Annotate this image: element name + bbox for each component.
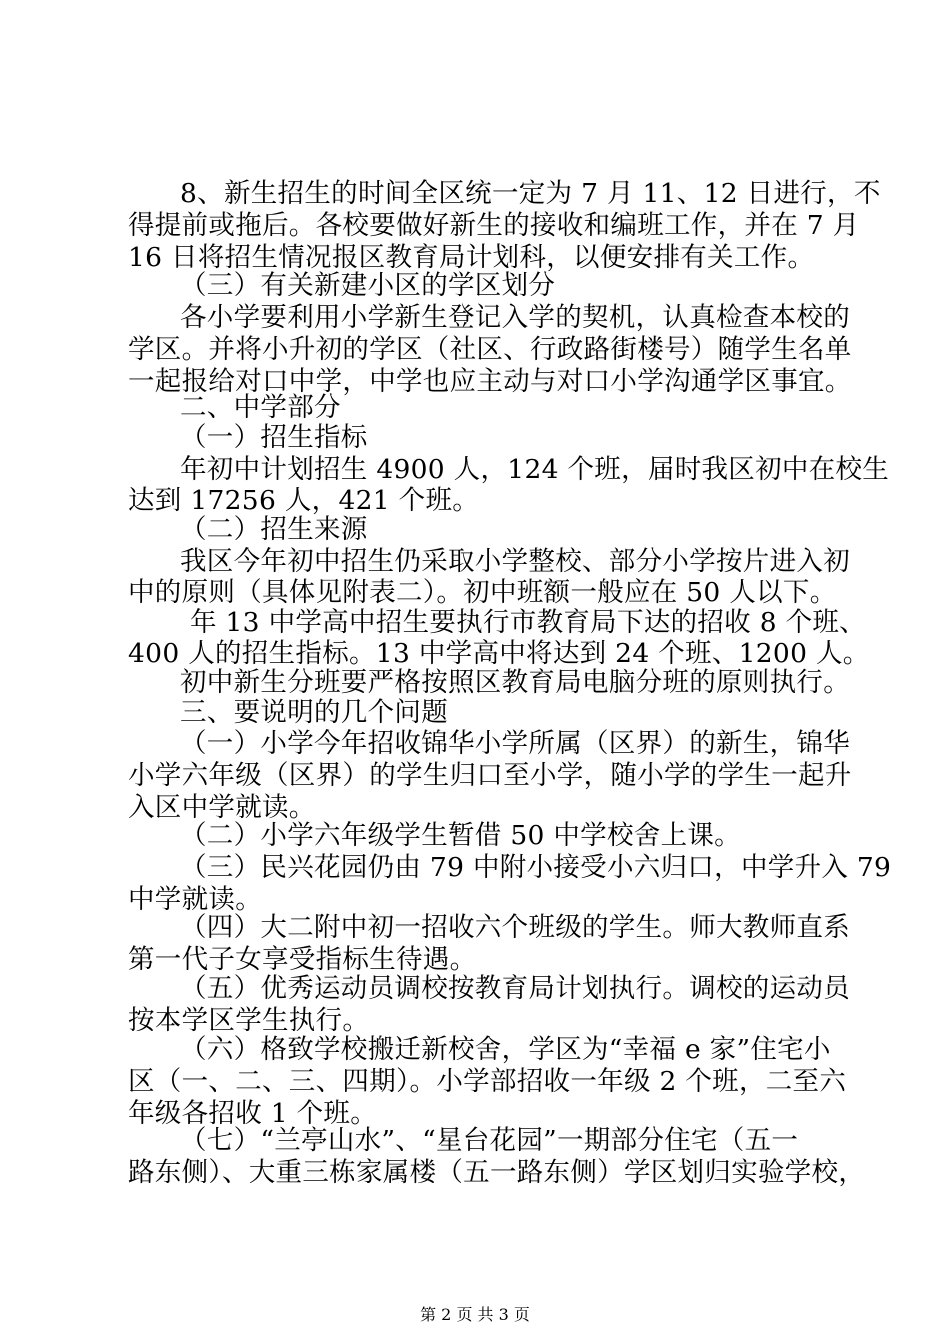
text-line: 路东侧）、大重三栋家属楼（五一路东侧）学区划归实验学校， [128,1157,866,1188]
section-heading: 三、要说明的几个问题 [180,697,448,728]
text-line: 一起报给对口中学，中学也应主动与对口小学沟通学区事宜。 [128,366,852,397]
page-footer: 第 2 页 共 3 页 [420,1305,530,1324]
text-line: 区（一、二、三、四期）。小学部招收一年级 2 个班，二至六 [128,1066,847,1097]
section-heading: 二、中学部分 [180,392,341,423]
text-line: （二）小学六年级学生暂借 50 中学校舍上课。 [180,820,741,851]
text-line: 按本学区学生执行。 [128,1005,370,1036]
text-line: （六）格致学校搬迁新校舍，学区为“幸福 e 家”住宅小 [180,1034,831,1065]
text-line: （四）大二附中初一招收六个班级的学生。师大教师直系 [180,912,850,943]
text-line: （一）小学今年招收锦华小学所属（区界）的新生，锦华 [180,728,850,759]
text-line: 年初中计划招生 4900 人，124 个班，届时我区初中在校生 [180,454,890,485]
text-line: 各小学要利用小学新生登记入学的契机，认真检查本校的 [180,302,850,333]
text-line: 达到 17256 人，421 个班。 [128,485,480,516]
text-line: 第一代子女享受指标生待遇。 [128,944,477,975]
section-heading: （二）招生来源 [180,514,368,545]
text-line: 学区。并将小升初的学区（社区、行政路街楼号）随学生名单 [128,334,852,365]
text-line: 8、新生招生的时间全区统一定为 7 月 11、12 日进行，不 [180,178,881,209]
text-line: 入区中学就读。 [128,792,316,823]
text-line: 我区今年初中招生仍采取小学整校、部分小学按片进入初 [180,546,850,577]
text-line: 中的原则（具体见附表二）。初中班额一般应在 50 人以下。 [128,577,837,608]
text-line: 小学六年级（区界）的学生归口至小学，随小学的学生一起升 [128,760,852,791]
text-line: （三）民兴花园仍由 79 中附小接受小六归口，中学升入 79 [180,852,892,883]
text-line: 16 日将招生情况报区教育局计划科，以便安排有关工作。 [128,242,815,273]
text-line: 400 人的招生指标。13 中学高中将达到 24 个班、1200 人。 [128,638,870,669]
text-line: 年 13 中学高中招生要执行市教育局下达的招收 8 个班、 [190,607,866,638]
section-heading: （三）有关新建小区的学区划分 [180,270,556,301]
text-line: （七）“兰亭山水”、“星台花园”一期部分住宅（五一 [180,1125,799,1156]
text-line: 得提前或拖后。各校要做好新生的接收和编班工作，并在 7 月 [128,210,860,241]
text-line: 初中新生分班要严格按照区教育局电脑分班的原则执行。 [180,667,850,698]
section-heading: （一）招生指标 [180,422,368,453]
text-line: （五）优秀运动员调校按教育局计划执行。调校的运动员 [180,973,850,1004]
text-line: 中学就读。 [128,884,262,915]
text-line: 年级各招收 1 个班。 [128,1098,378,1129]
